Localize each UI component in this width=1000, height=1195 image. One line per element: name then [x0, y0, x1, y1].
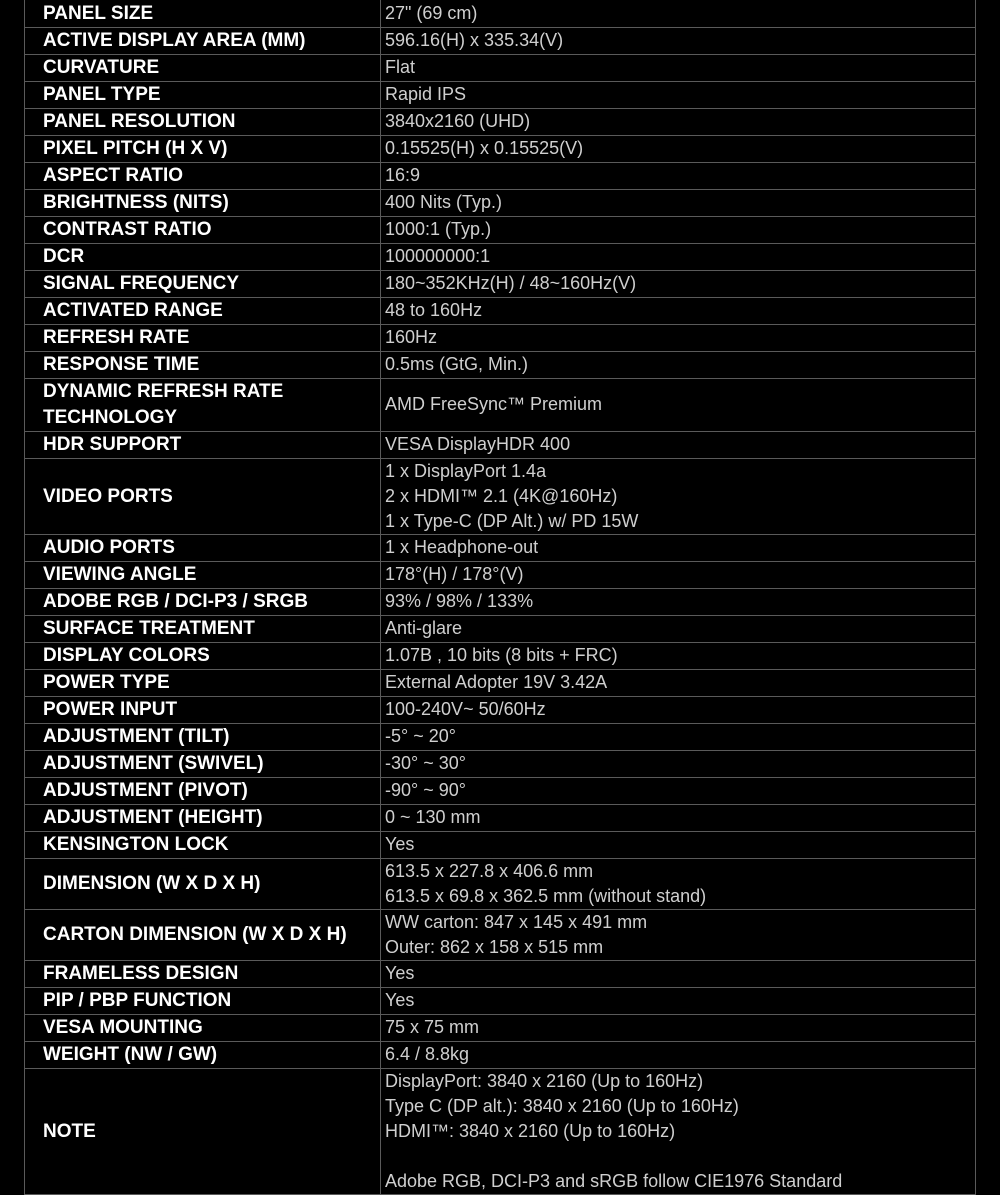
spec-value-line: 2 x HDMI™ 2.1 (4K@160Hz)	[385, 485, 618, 506]
spec-row	[25, 270, 976, 297]
spec-label: PANEL RESOLUTION	[25, 108, 381, 135]
spec-value	[381, 135, 976, 162]
spec-value	[381, 27, 976, 54]
spec-label: POWER INPUT	[25, 696, 381, 723]
spec-value	[381, 0, 976, 27]
spec-label: ADOBE RGB / DCI-P3 / SRGB	[25, 588, 381, 615]
spec-label: ACTIVATED RANGE	[25, 297, 381, 324]
spec-row	[25, 324, 976, 351]
spec-value-line: Flat	[385, 57, 416, 77]
spec-value	[381, 108, 976, 135]
spec-row	[25, 297, 976, 324]
spec-row	[25, 858, 976, 909]
spec-label: VIDEO PORTS	[25, 458, 381, 534]
spec-row	[25, 162, 976, 189]
spec-label: ADJUSTMENT (HEIGHT)	[25, 804, 381, 831]
spec-value-line: Yes	[385, 834, 415, 854]
spec-value-line: 0.15525(H) x 0.15525(V)	[385, 138, 584, 158]
spec-row	[25, 351, 976, 378]
spec-row	[25, 588, 976, 615]
spec-label: AUDIO PORTS	[25, 534, 381, 561]
spec-value	[381, 696, 976, 723]
spec-value	[381, 378, 976, 431]
spec-label: PANEL TYPE	[25, 81, 381, 108]
spec-value-line: 48 to 160Hz	[385, 300, 483, 320]
spec-value	[381, 723, 976, 750]
spec-row	[25, 54, 976, 81]
spec-row	[25, 642, 976, 669]
spec-label: RESPONSE TIME	[25, 351, 381, 378]
spec-value-line: 1000:1 (Typ.)	[385, 219, 492, 239]
spec-label: VESA MOUNTING	[25, 1014, 381, 1041]
spec-value-line: 180~352KHz(H) / 48~160Hz(V)	[385, 273, 637, 293]
spec-value	[381, 431, 976, 458]
spec-label: WEIGHT (NW / GW)	[25, 1041, 381, 1068]
spec-value	[381, 669, 976, 696]
spec-label: DCR	[25, 243, 381, 270]
spec-label: KENSINGTON LOCK	[25, 831, 381, 858]
spec-value-line: -5° ~ 20°	[385, 726, 456, 746]
spec-value-line: 3840x2160 (UHD)	[385, 111, 531, 131]
spec-row	[25, 108, 976, 135]
spec-value-line: Anti-glare	[385, 618, 463, 638]
spec-value	[381, 858, 976, 909]
spec-row	[25, 378, 976, 431]
spec-value-line: Yes	[385, 963, 415, 983]
spec-label: DIMENSION (W X D X H)	[25, 858, 381, 909]
spec-value	[381, 270, 976, 297]
spec-label: ACTIVE DISPLAY AREA (MM)	[25, 27, 381, 54]
spec-label: CONTRAST RATIO	[25, 216, 381, 243]
spec-value-line: 27" (69 cm)	[385, 2, 478, 23]
spec-value	[381, 54, 976, 81]
spec-value	[381, 750, 976, 777]
spec-value	[381, 324, 976, 351]
spec-table-body	[25, 0, 976, 1194]
spec-value	[381, 588, 976, 615]
spec-row	[25, 750, 976, 777]
spec-row	[25, 696, 976, 723]
spec-value	[381, 777, 976, 804]
spec-value-line: 596.16(H) x 335.34(V)	[385, 30, 564, 50]
spec-value	[381, 1014, 976, 1041]
spec-label: FRAMELESS DESIGN	[25, 960, 381, 987]
spec-value	[381, 1041, 976, 1068]
spec-value	[381, 1068, 976, 1194]
spec-label: VIEWING ANGLE	[25, 561, 381, 588]
spec-row	[25, 1014, 976, 1041]
spec-value-line: 160Hz	[385, 327, 438, 347]
spec-value-line: 93% / 98% / 133%	[385, 591, 534, 611]
spec-row	[25, 960, 976, 987]
spec-value-line: 0.5ms (GtG, Min.)	[385, 354, 529, 374]
spec-value	[381, 831, 976, 858]
spec-value-line: 75 x 75 mm	[385, 1017, 480, 1037]
spec-value	[381, 216, 976, 243]
spec-value-line: -90° ~ 90°	[385, 780, 466, 800]
spec-value-line: VESA DisplayHDR 400	[385, 434, 571, 454]
spec-row	[25, 1068, 976, 1194]
spec-value	[381, 987, 976, 1014]
spec-label: SURFACE TREATMENT	[25, 615, 381, 642]
spec-row	[25, 669, 976, 696]
spec-row	[25, 216, 976, 243]
spec-value	[381, 162, 976, 189]
spec-value-line: 1 x DisplayPort 1.4a	[385, 460, 547, 481]
spec-value-line: HDMI™: 3840 x 2160 (Up to 160Hz)	[385, 1120, 676, 1141]
spec-value	[381, 458, 976, 534]
spec-row	[25, 0, 976, 27]
spec-value-line: External Adopter 19V 3.42A	[385, 672, 608, 692]
spec-value-line: Adobe RGB, DCI-P3 and sRGB follow CIE1976 Standard	[385, 1170, 843, 1191]
spec-label: DISPLAY COLORS	[25, 642, 381, 669]
spec-row	[25, 458, 976, 534]
spec-value-line: 613.5 x 69.8 x 362.5 mm (without stand)	[385, 885, 707, 906]
spec-label: PIXEL PITCH (H X V)	[25, 135, 381, 162]
spec-value-line: AMD FreeSync™ Premium	[385, 394, 603, 414]
spec-value-line: Outer: 862 x 158 x 515 mm	[385, 936, 604, 957]
spec-value	[381, 909, 976, 960]
spec-row	[25, 534, 976, 561]
spec-value	[381, 189, 976, 216]
spec-value-line: 100-240V~ 50/60Hz	[385, 699, 546, 719]
spec-value-spacer	[385, 1144, 975, 1169]
spec-label: POWER TYPE	[25, 669, 381, 696]
spec-row	[25, 777, 976, 804]
spec-value-line: 613.5 x 227.8 x 406.6 mm	[385, 860, 594, 881]
spec-label: CURVATURE	[25, 54, 381, 81]
spec-row	[25, 909, 976, 960]
spec-row	[25, 1041, 976, 1068]
spec-value	[381, 804, 976, 831]
spec-label: CARTON DIMENSION (W X D X H)	[25, 909, 381, 960]
spec-value	[381, 960, 976, 987]
spec-row	[25, 615, 976, 642]
spec-table	[24, 0, 976, 1195]
spec-row	[25, 431, 976, 458]
spec-value	[381, 81, 976, 108]
spec-value-line: 178°(H) / 178°(V)	[385, 564, 524, 584]
spec-value	[381, 297, 976, 324]
spec-value	[381, 534, 976, 561]
spec-value	[381, 642, 976, 669]
spec-value-line: 0 ~ 130 mm	[385, 807, 481, 827]
spec-label: SIGNAL FREQUENCY	[25, 270, 381, 297]
spec-row	[25, 189, 976, 216]
spec-value-line: -30° ~ 30°	[385, 753, 466, 773]
spec-label: BRIGHTNESS (NITS)	[25, 189, 381, 216]
spec-value-line: 1 x Headphone-out	[385, 537, 539, 557]
spec-label: ASPECT RATIO	[25, 162, 381, 189]
spec-label: HDR SUPPORT	[25, 431, 381, 458]
spec-row	[25, 561, 976, 588]
spec-value	[381, 561, 976, 588]
spec-row	[25, 81, 976, 108]
spec-value-line: 1.07B , 10 bits (8 bits + FRC)	[385, 645, 618, 665]
spec-row	[25, 987, 976, 1014]
spec-value-line: Yes	[385, 990, 415, 1010]
spec-value-line: DisplayPort: 3840 x 2160 (Up to 160Hz)	[385, 1070, 704, 1091]
spec-row	[25, 831, 976, 858]
spec-label: ADJUSTMENT (PIVOT)	[25, 777, 381, 804]
spec-value-line: 6.4 / 8.8kg	[385, 1044, 470, 1064]
spec-row	[25, 27, 976, 54]
spec-row	[25, 135, 976, 162]
spec-value	[381, 615, 976, 642]
spec-value-line: 16:9	[385, 165, 421, 185]
spec-label: ADJUSTMENT (SWIVEL)	[25, 750, 381, 777]
spec-value	[381, 351, 976, 378]
spec-value-line: WW carton: 847 x 145 x 491 mm	[385, 911, 648, 932]
spec-value-line: 1 x Type-C (DP Alt.) w/ PD 15W	[385, 510, 639, 531]
spec-value-line: Type C (DP alt.): 3840 x 2160 (Up to 160Hz)	[385, 1095, 739, 1116]
spec-row	[25, 723, 976, 750]
spec-value-line: 400 Nits (Typ.)	[385, 192, 503, 212]
spec-label: ADJUSTMENT (TILT)	[25, 723, 381, 750]
spec-label: DYNAMIC REFRESH RATE TECHNOLOGY	[25, 378, 381, 431]
spec-row	[25, 243, 976, 270]
spec-row	[25, 804, 976, 831]
spec-label: PANEL SIZE	[25, 0, 381, 27]
spec-value-line: Rapid IPS	[385, 84, 467, 104]
spec-label: REFRESH RATE	[25, 324, 381, 351]
spec-label: PIP / PBP FUNCTION	[25, 987, 381, 1014]
spec-value-line: 100000000:1	[385, 246, 491, 266]
spec-value	[381, 243, 976, 270]
spec-label: NOTE	[25, 1068, 381, 1194]
